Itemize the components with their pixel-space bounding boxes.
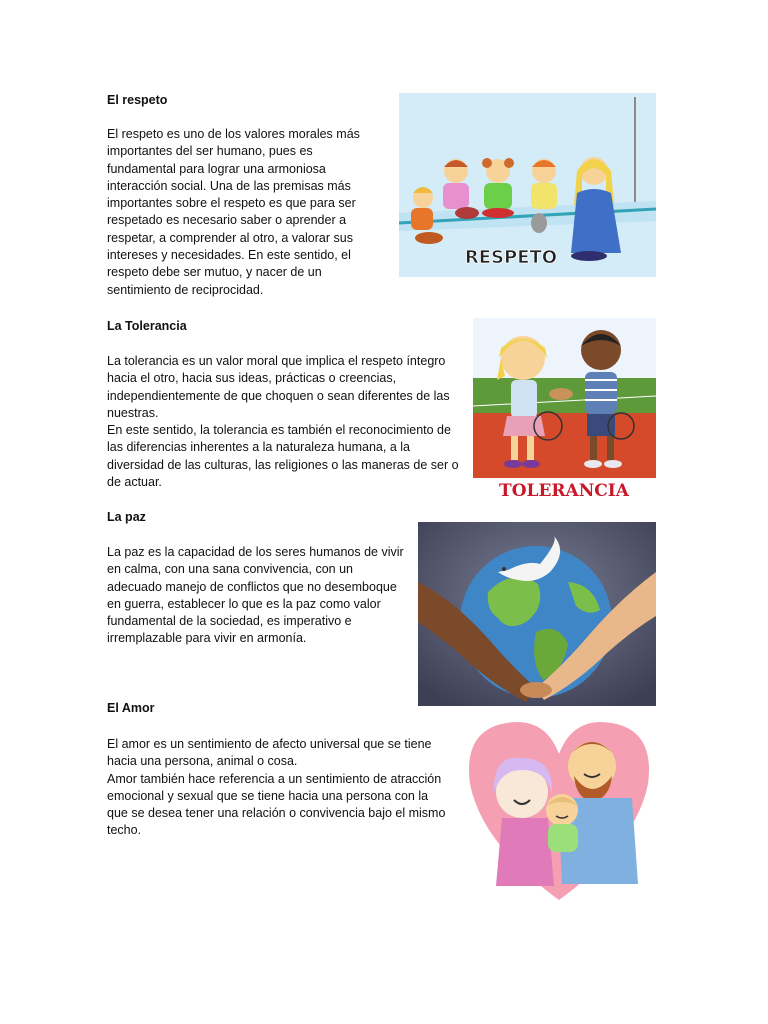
section-heading-amor: El Amor <box>107 701 155 715</box>
tolerancia-illustration <box>473 318 656 502</box>
section-heading-respeto: El respeto <box>107 93 168 107</box>
section-text-tolerancia: La tolerancia es un valor moral que implica el respeto íntegro hacia el otro, hacia sus ideas, prácticas o creencias, independientemente de que choquen o sean diferentes de las nuestras. En este sentido, la tolerancia es también el reconocimiento de las diferencias inherentes a la naturaleza humana, a la diversidad de las culturas, las religiones o las maneras de ser o de actuar. <box>107 354 459 490</box>
paz-illustration <box>418 522 656 706</box>
section-text-paz: La paz es la capacidad de los seres humanos de vivir en calma, con una sana convivencia, con un adecuado manejo de conflictos que no desemboque en guerra, establecer lo que es la paz como valor fundamental de la sociedad, es imperativo e irremplazable para vivir en armonía. <box>107 545 404 646</box>
respeto-illustration <box>399 93 656 277</box>
section-heading-paz: La paz <box>107 510 146 524</box>
section-heading-tolerancia: La Tolerancia <box>107 319 187 333</box>
section-text-respeto: El respeto es uno de los valores morales más importantes del ser humano, pues es fundamental para lograr una armoniosa interacción social. Una de las premisas más importantes sobre el respeto es que para ser respetado es necesario saber o aprender a respetar, a comprender al otro, a valorar sus intereses y necesidades. En este sentido, el respeto debe ser mutuo, y nacer de un sentimiento de reciprocidad. <box>107 127 360 297</box>
section-text-amor: El amor es un sentimiento de afecto universal que se tiene hacia una persona, animal o cosa. Amor también hace referencia a un sentimiento de atracción emocional y sexual que se tiene hacia una persona con la que se desea tener una relación o convivencia bajo el mismo techo. <box>107 737 446 838</box>
tolerancia-caption: TOLERANCIA <box>499 481 629 501</box>
respeto-caption: RESPETO <box>464 247 558 268</box>
amor-illustration <box>462 714 656 904</box>
